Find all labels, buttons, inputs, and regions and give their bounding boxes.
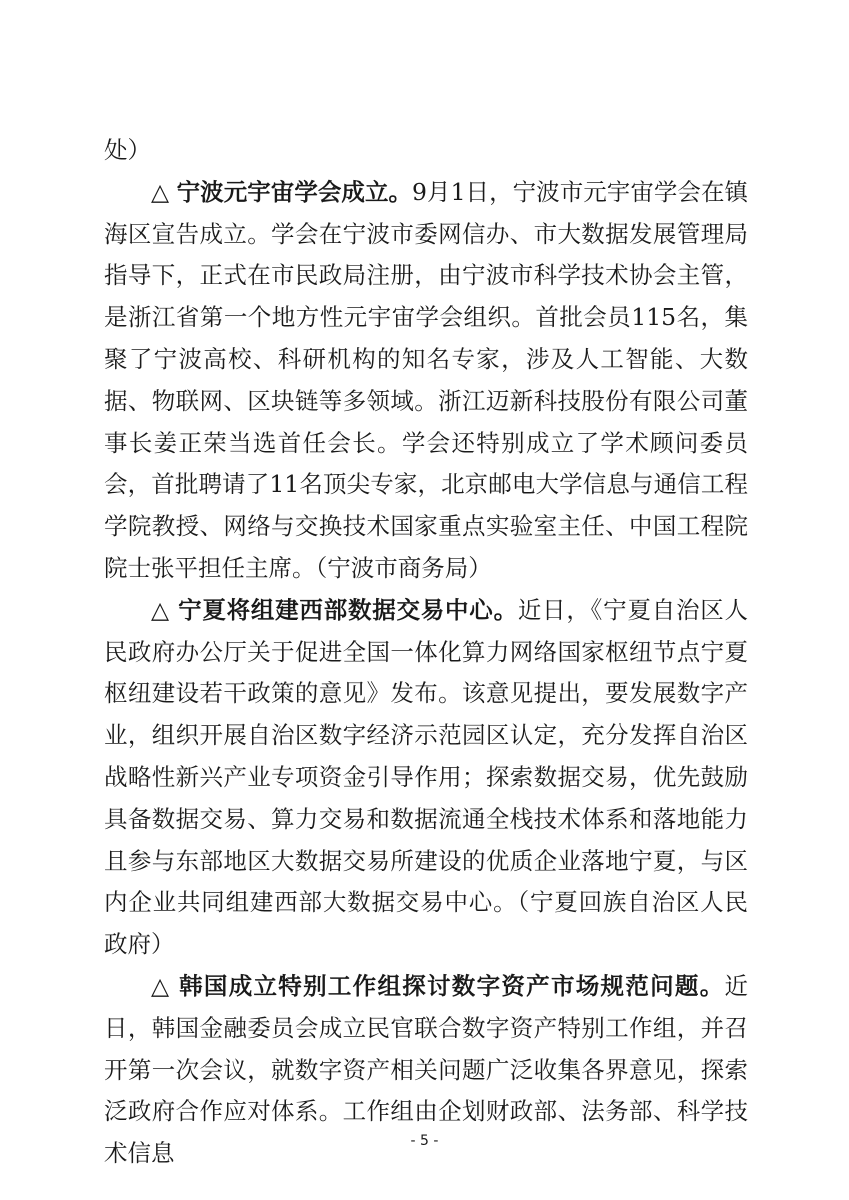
news-item-ningxia-data-exchange bbox=[104, 590, 748, 966]
triangle-bullet: △ bbox=[151, 177, 177, 206]
triangle-bullet: △ bbox=[151, 971, 180, 1000]
triangle-bullet: △ bbox=[151, 595, 179, 624]
news-headline: 宁波元宇宙学会成立。 bbox=[176, 177, 413, 206]
news-body: 近日，韩国金融委员会成立民官联合数字资产特别工作组，并召开第一次会议，就数字资产相关问题广泛收集各界意见，探索泛政府合作应对体系。工作组由企划财政部、法务部、科学技术信息 bbox=[104, 971, 748, 1168]
page-number: - 5 - bbox=[410, 1133, 439, 1149]
news-body: 近日，《宁夏自治区人民政府办公厅关于促进全国一体化算力网络国家枢纽节点宁夏枢纽建设若干政策的意见》发布。该意见提出，要发展数字产业，组织开展自治区数字经济示范园区认定，充分发挥自治区战略性新兴产业专项资金引导作用；探索数据交易，优先鼓励具备数据交易、算力交易和数据流通全栈技术体系和落地能力且参与东部地区大数据交易所建设的优质企业落地宁夏，与区内企业共同组建西部大数据交易中心。（宁夏回族自治区人民政府） bbox=[104, 595, 749, 959]
news-headline: 韩国成立特别工作组探讨数字资产市场规范问题。 bbox=[179, 971, 725, 1000]
news-item-ningbo-metaverse bbox=[104, 172, 748, 590]
news-body: 9月1日，宁波市元宇宙学会在镇海区宣告成立。学会在宁波市委网信办、市大数据发展管理局指导下，正式在市民政局注册，由宁波市科学技术协会主管，是浙江省第一个地方性元宇宙学会组织。首批会员115名，集聚了宁波高校、科研机构的知名专家，涉及人工智能、大数据、物联网、区块链等多领域。浙江迈新科技股份有限公司董事长姜正荣当选首任会长。学会还特别成立了学术顾问委员会，首批聘请了11名顶尖专家，北京邮电大学信息与通信工程学院教授、网络与交换技术国家重点实验室主任、中国工程院院士张平担任主席。（宁波市商务局） bbox=[104, 177, 748, 582]
continuation-paragraph: 处） bbox=[104, 136, 151, 164]
news-headline: 宁夏将组建西部数据交易中心。 bbox=[178, 595, 518, 624]
document-body bbox=[104, 130, 748, 1175]
